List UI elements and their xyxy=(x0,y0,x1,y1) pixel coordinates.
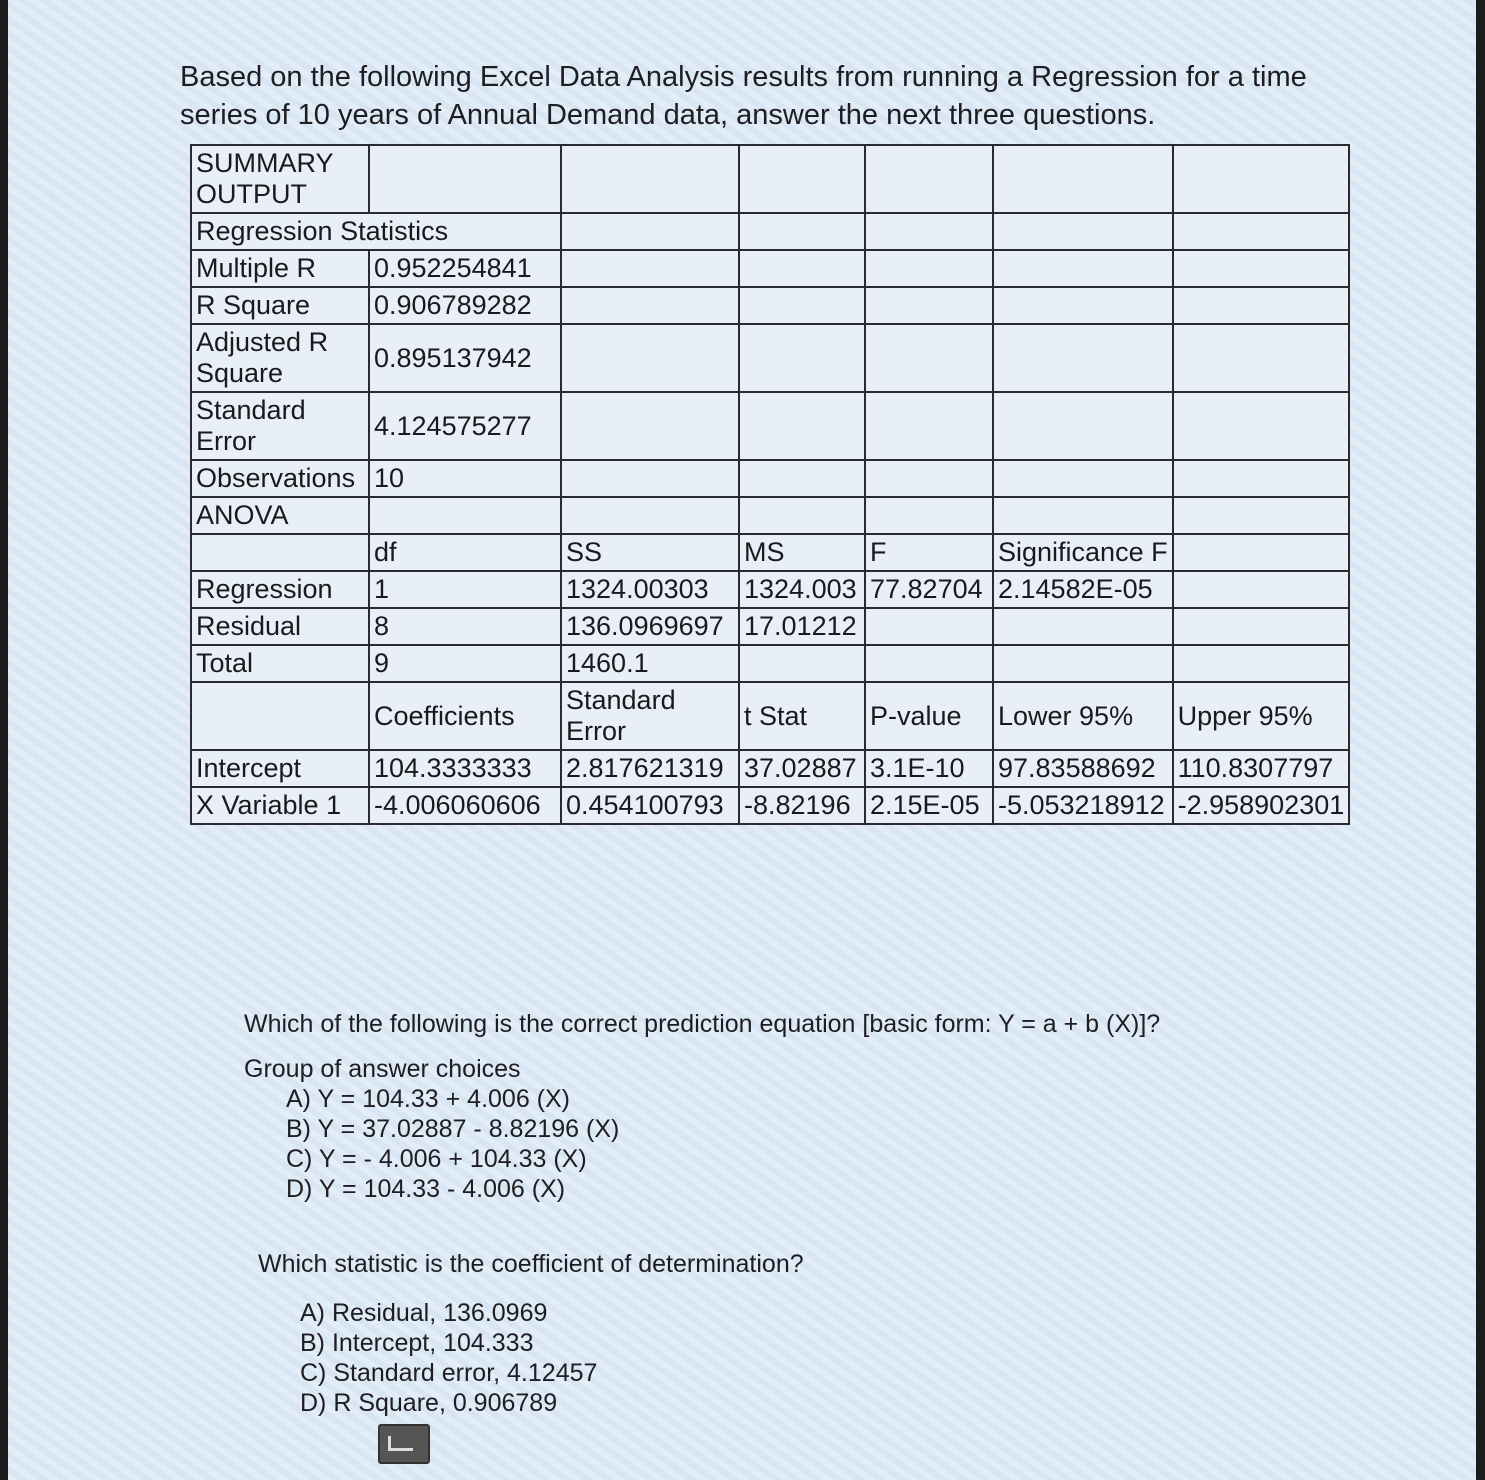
question-1-choices xyxy=(286,1084,1160,1204)
anova-title-row xyxy=(191,497,1349,534)
anova-header-f: F xyxy=(865,534,993,571)
table-row: Regression 1 1324.00303 1324.003 77.82704 2.14582E-05 xyxy=(191,571,1349,608)
reg-stats-title-row xyxy=(191,213,1349,250)
choice-a[interactable]: A) Y = 104.33 + 4.006 (X) xyxy=(286,1085,570,1113)
coef-header: Lower 95% xyxy=(993,682,1173,750)
table-row: Residual 8 136.0969697 17.01212 xyxy=(191,608,1349,645)
stat-value: 4.124575277 xyxy=(369,392,561,460)
coef-header: Standard Error xyxy=(561,682,739,750)
table-row: Intercept 104.3333333 2.817621319 37.02887 3.1E-10 97.83588692 110.8307797 xyxy=(191,750,1349,787)
question-2-text: Which statistic is the coefficient of determination? xyxy=(258,1250,804,1278)
table-row xyxy=(191,250,1349,287)
stat-value: 0.906789282 xyxy=(369,287,561,324)
table-row: Total 9 1460.1 xyxy=(191,645,1349,682)
coef-header: Coefficients xyxy=(369,682,561,750)
choice-a[interactable]: A) Residual, 136.0969 xyxy=(300,1299,548,1327)
table-row xyxy=(191,287,1349,324)
table-row: X Variable 1 -4.006060606 0.454100793 -8.82196 2.15E-05 -5.053218912 -2.958902301 xyxy=(191,787,1349,824)
anova-header-sig: Significance F xyxy=(993,534,1173,571)
intro-text: Based on the following Excel Data Analysis results from running a Regression for a time series of 10 years of Annual Demand data, answer the next three questions. xyxy=(180,61,1307,131)
anova-header-ss: SS xyxy=(561,534,739,571)
table-row xyxy=(191,324,1349,392)
question-2 xyxy=(258,1248,804,1418)
stat-label: R Square xyxy=(191,287,369,324)
coef-header: Upper 95% xyxy=(1173,682,1350,750)
answer-choices-label: Group of answer choices xyxy=(244,1055,521,1083)
keyboard-shortcut-icon[interactable] xyxy=(378,1424,430,1464)
question-page xyxy=(158,40,1438,1480)
anova-header-df: df xyxy=(369,534,561,571)
stat-value: 0.895137942 xyxy=(369,324,561,392)
anova-title: ANOVA xyxy=(191,497,369,534)
coef-header: t Stat xyxy=(739,682,865,750)
anova-header-row xyxy=(191,534,1349,571)
choice-c[interactable]: C) Y = - 4.006 + 104.33 (X) xyxy=(286,1145,587,1173)
coef-header-row xyxy=(191,682,1349,750)
summary-title: SUMMARY OUTPUT xyxy=(191,145,369,213)
stat-value: 10 xyxy=(369,460,561,497)
stat-label: Adjusted R Square xyxy=(191,324,369,392)
stat-value: 0.952254841 xyxy=(369,250,561,287)
stat-label: Multiple R xyxy=(191,250,369,287)
choice-d[interactable]: D) Y = 104.33 - 4.006 (X) xyxy=(286,1175,566,1203)
choice-c[interactable]: C) Standard error, 4.12457 xyxy=(300,1359,598,1387)
table-row xyxy=(191,392,1349,460)
summary-title-row xyxy=(191,145,1349,213)
choice-b[interactable]: B) Y = 37.02887 - 8.82196 (X) xyxy=(286,1115,620,1143)
screen xyxy=(8,0,1476,1480)
coef-header: P-value xyxy=(865,682,993,750)
reg-stats-title: Regression Statistics xyxy=(191,213,561,250)
question-2-choices xyxy=(300,1298,804,1418)
table-row xyxy=(191,460,1349,497)
choice-b[interactable]: B) Intercept, 104.333 xyxy=(300,1329,534,1357)
question-1 xyxy=(244,1008,1160,1204)
choice-d[interactable]: D) R Square, 0.906789 xyxy=(300,1389,558,1417)
anova-header-ms: MS xyxy=(739,534,865,571)
regression-summary-table xyxy=(190,144,1350,825)
question-1-text: Which of the following is the correct prediction equation [basic form: Y = a + b (X)]? xyxy=(244,1010,1161,1038)
stat-label: Standard Error xyxy=(191,392,369,460)
stat-label: Observations xyxy=(191,460,369,497)
